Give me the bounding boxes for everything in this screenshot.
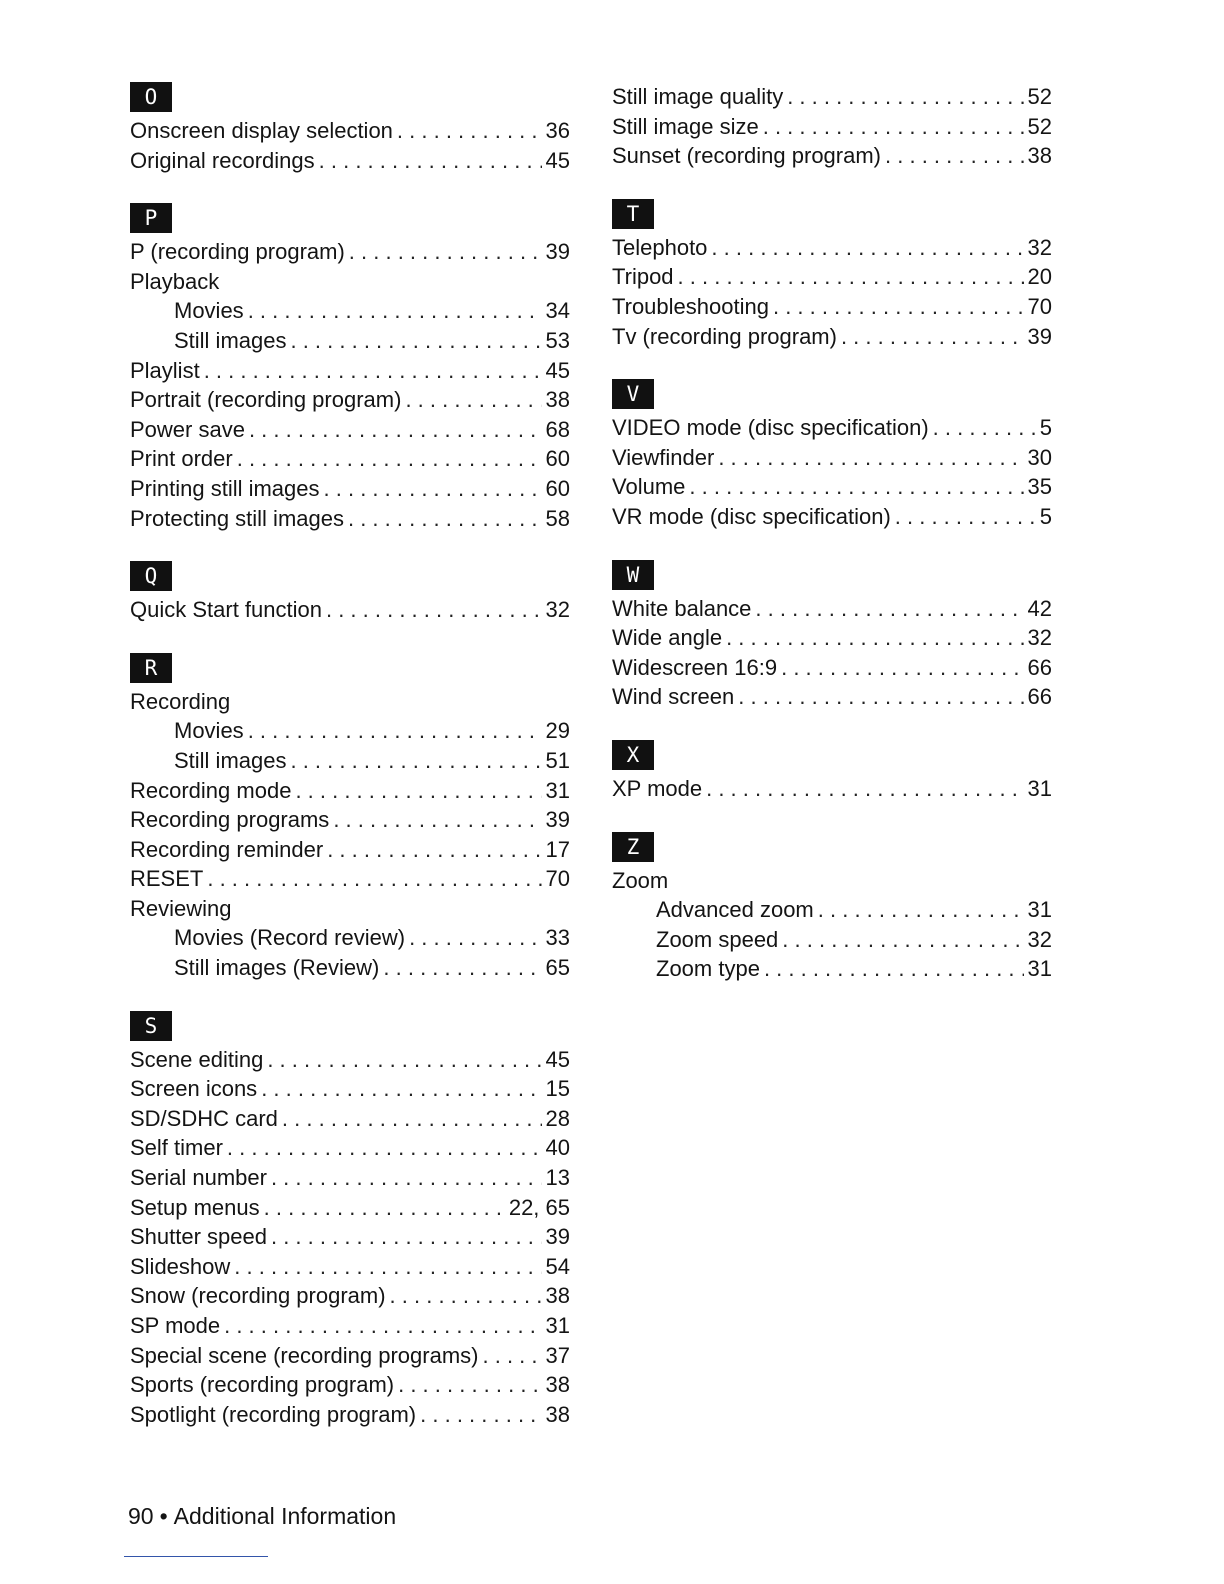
index-page-ref: 38 (545, 1401, 570, 1427)
index-entry (130, 1045, 570, 1075)
index-term: Self timer (130, 1135, 223, 1161)
index-entry (612, 594, 1052, 624)
section-letter-badge: Z (612, 832, 654, 862)
index-page-ref: 70 (1027, 293, 1052, 319)
dot-leader (763, 112, 1024, 142)
index-term: Sports (recording program) (130, 1372, 395, 1398)
index-page-ref: 60 (545, 475, 570, 501)
index-term: Still images (Review) (174, 955, 380, 981)
index-term: Slideshow (130, 1253, 231, 1279)
dot-leader (327, 835, 541, 865)
index-entry (130, 595, 570, 625)
index-term: Reviewing (130, 895, 232, 921)
index-term: Movies (174, 298, 244, 324)
dot-leader (271, 1222, 542, 1252)
index-column-left (130, 82, 570, 1457)
dot-leader (483, 1341, 542, 1371)
index-page-ref: 42 (1027, 595, 1052, 621)
index-term: Recording reminder (130, 836, 324, 862)
index-term: Playback (130, 268, 220, 294)
dot-leader (390, 1281, 542, 1311)
dot-leader (420, 1400, 541, 1430)
index-term: Wide angle (612, 625, 723, 651)
index-page-ref: 28 (545, 1105, 570, 1131)
index-section (130, 82, 570, 175)
index-page-ref: 5 (1039, 415, 1052, 441)
index-section (612, 82, 1052, 171)
dot-leader (726, 623, 1023, 653)
index-term: Portrait (recording program) (130, 387, 402, 413)
index-term: Recording (130, 688, 231, 714)
index-section (612, 832, 1052, 984)
index-term: XP mode (612, 775, 703, 801)
dot-leader (333, 805, 541, 835)
index-entry (612, 322, 1052, 352)
dot-leader (895, 502, 1036, 532)
index-entry (130, 716, 570, 746)
index-section (612, 740, 1052, 804)
dot-leader (237, 444, 542, 474)
page-footer (128, 1503, 396, 1530)
index-page-ref: 38 (1027, 143, 1052, 169)
index-entry (612, 682, 1052, 712)
index-entry (612, 774, 1052, 804)
index-entry (130, 864, 570, 894)
index-term: Recording programs (130, 807, 330, 833)
index-entry (612, 443, 1052, 473)
dot-leader (349, 237, 542, 267)
index-page-ref: 34 (545, 298, 570, 324)
index-page-ref: 40 (545, 1135, 570, 1161)
dot-leader (718, 443, 1023, 473)
section-letter-badge: Q (130, 561, 172, 591)
index-page-ref: 32 (1027, 234, 1052, 260)
index-term: Printing still images (130, 475, 320, 501)
footer-section-title: Additional Information (173, 1503, 397, 1529)
index-page-ref: 37 (545, 1342, 570, 1368)
footer-rule (124, 1556, 268, 1557)
index-entry (130, 1133, 570, 1163)
index-entry (612, 866, 1052, 896)
index-term: VR mode (disc specification) (612, 503, 891, 529)
index-term: Volume (612, 474, 686, 500)
index-entry (612, 653, 1052, 683)
index-term: Snow (recording program) (130, 1283, 386, 1309)
index-term: Widescreen 16:9 (612, 654, 778, 680)
dot-leader (781, 653, 1023, 683)
dot-leader (348, 504, 542, 534)
index-term: Telephoto (612, 234, 708, 260)
dot-leader (706, 774, 1023, 804)
index-entry (130, 237, 570, 267)
dot-leader (787, 82, 1023, 112)
index-entry (130, 953, 570, 983)
index-term: Still images (174, 327, 287, 353)
index-entry (130, 1281, 570, 1311)
index-term: Wind screen (612, 684, 735, 710)
index-entry (130, 1222, 570, 1252)
dot-leader (227, 1133, 542, 1163)
dot-leader (295, 776, 541, 806)
section-letter-badge: R (130, 653, 172, 683)
index-entry (612, 112, 1052, 142)
index-page-ref: 31 (1027, 897, 1052, 923)
dot-leader (207, 864, 541, 894)
dot-leader (773, 292, 1024, 322)
index-page-ref: 35 (1027, 474, 1052, 500)
index-page-ref: 68 (545, 416, 570, 442)
index-page-ref: 31 (1027, 775, 1052, 801)
index-entry (130, 894, 570, 924)
index-page-ref: 39 (545, 1224, 570, 1250)
index-term: Screen icons (130, 1076, 258, 1102)
dot-leader (755, 594, 1023, 624)
index-entry (130, 1104, 570, 1134)
section-letter-badge: X (612, 740, 654, 770)
index-entry (612, 262, 1052, 292)
index-page-ref: 45 (545, 1046, 570, 1072)
dot-leader (383, 953, 541, 983)
index-term: Tv (recording program) (612, 323, 837, 349)
index-page-ref: 38 (545, 1283, 570, 1309)
index-entry (130, 1370, 570, 1400)
index-section (130, 1011, 570, 1430)
index-page-ref: 17 (545, 836, 570, 862)
index-section (130, 653, 570, 983)
index-page-ref: 66 (1027, 684, 1052, 710)
index-page-ref: 36 (545, 118, 570, 143)
index-term: SD/SDHC card (130, 1105, 278, 1131)
index-term: Quick Start function (130, 597, 322, 623)
index-term: Movies (Record review) (174, 925, 406, 951)
index-page-ref: 32 (1027, 926, 1052, 952)
index-page-ref: 65 (545, 955, 570, 981)
index-entry (130, 444, 570, 474)
index-term: Still image quality (612, 84, 784, 109)
dot-leader (290, 746, 541, 776)
index-term: Zoom speed (656, 926, 779, 952)
dot-leader (271, 1163, 542, 1193)
dot-leader (397, 116, 542, 146)
index-term: P (recording program) (130, 239, 345, 265)
index-entry (130, 267, 570, 297)
section-letter-badge: O (130, 82, 172, 112)
dot-leader (818, 895, 1024, 925)
index-term: Movies (174, 718, 244, 744)
index-entry (130, 474, 570, 504)
index-page-ref: 58 (545, 505, 570, 531)
index-entry (130, 326, 570, 356)
index-entry (130, 1400, 570, 1430)
section-letter-badge: P (130, 203, 172, 233)
index-term: RESET (130, 866, 204, 892)
index-page-ref: 52 (1027, 84, 1052, 109)
index-page-ref: 45 (545, 147, 570, 173)
index-entry (130, 116, 570, 146)
dot-leader (249, 415, 542, 445)
dot-leader (711, 233, 1023, 263)
index-page-ref: 60 (545, 446, 570, 472)
section-letter-badge: V (612, 379, 654, 409)
index-term: Setup menus (130, 1194, 260, 1220)
index-term: Onscreen display selection (130, 118, 393, 143)
index-term: Viewfinder (612, 444, 715, 470)
index-term: Scene editing (130, 1046, 264, 1072)
index-section (130, 561, 570, 625)
dot-leader (689, 472, 1023, 502)
index-page-ref: 51 (545, 747, 570, 773)
dot-leader (234, 1252, 541, 1282)
index-term: Troubleshooting (612, 293, 769, 319)
index-page-ref: 70 (545, 866, 570, 892)
dot-leader (290, 326, 541, 356)
dot-leader (204, 356, 542, 386)
index-page-ref: 39 (1027, 323, 1052, 349)
index-entry (130, 146, 570, 176)
section-letter-badge: S (130, 1011, 172, 1041)
index-entry (612, 413, 1052, 443)
index-section (612, 560, 1052, 712)
index-term: Recording mode (130, 777, 292, 803)
page-number: 90 (128, 1503, 154, 1529)
index-entry (130, 415, 570, 445)
index-entry (130, 1311, 570, 1341)
index-term: Original recordings (130, 147, 315, 173)
index-term: Serial number (130, 1165, 267, 1191)
index-entry (612, 82, 1052, 112)
index-entry (130, 1252, 570, 1282)
dot-leader (264, 1193, 505, 1223)
index-entry (612, 472, 1052, 502)
index-page-ref: 52 (1027, 113, 1052, 139)
index-entry (130, 504, 570, 534)
index-entry (130, 805, 570, 835)
dot-leader (933, 413, 1036, 443)
index-page-ref: 13 (545, 1165, 570, 1191)
dot-leader (267, 1045, 541, 1075)
index-entry (130, 385, 570, 415)
index-term: SP mode (130, 1313, 221, 1338)
index-page-ref: 15 (545, 1076, 570, 1102)
index-term: Protecting still images (130, 505, 344, 531)
index-entry (130, 1193, 570, 1223)
index-term: Playlist (130, 357, 200, 383)
index-page-ref: 53 (545, 327, 570, 353)
index-page-ref: 39 (545, 807, 570, 833)
index-entry (130, 1163, 570, 1193)
index-term: Still image size (612, 113, 759, 139)
dot-leader (398, 1370, 541, 1400)
index-term: Spotlight (recording program) (130, 1401, 417, 1427)
index-entry (130, 835, 570, 865)
index-page-ref: 22, 65 (508, 1194, 570, 1220)
index-entry (612, 954, 1052, 984)
dot-leader (261, 1074, 541, 1104)
index-term: Shutter speed (130, 1224, 267, 1250)
index-page-ref: 5 (1039, 503, 1052, 529)
index-term: Print order (130, 446, 233, 472)
index-page-ref: 38 (545, 1372, 570, 1398)
index-page-ref: 54 (545, 1253, 570, 1279)
index-entry (612, 292, 1052, 322)
dot-leader (885, 141, 1024, 171)
index-entry (130, 1074, 570, 1104)
dot-leader (224, 1311, 541, 1341)
index-term: Tripod (612, 264, 674, 290)
dot-leader (282, 1104, 542, 1134)
index-entry (130, 356, 570, 386)
index-entry (612, 925, 1052, 955)
index-page-ref: 31 (1027, 956, 1052, 982)
index-page-ref: 20 (1027, 264, 1052, 290)
index-term: Zoom (612, 867, 669, 893)
dot-leader (248, 716, 542, 746)
index-entry (130, 687, 570, 717)
index-page-ref: 33 (545, 925, 570, 951)
index-entry (130, 923, 570, 953)
index-page-ref: 31 (545, 777, 570, 803)
section-letter-badge: W (612, 560, 654, 590)
index-entry (612, 623, 1052, 653)
index-entry (612, 895, 1052, 925)
index-page-ref: 66 (1027, 654, 1052, 680)
dot-leader (841, 322, 1024, 352)
dot-leader (764, 954, 1024, 984)
dot-leader (324, 474, 542, 504)
dot-leader (319, 146, 542, 176)
footer-bullet: • (159, 1503, 168, 1529)
index-entry (612, 502, 1052, 532)
index-section (612, 379, 1052, 531)
index-page-ref: 30 (1027, 444, 1052, 470)
dot-leader (782, 925, 1023, 955)
index-section (130, 203, 570, 533)
index-term: Sunset (recording program) (612, 143, 882, 169)
index-column-right (612, 82, 1052, 1012)
index-entry (130, 746, 570, 776)
index-page-ref: 38 (545, 387, 570, 413)
index-term: Still images (174, 747, 287, 773)
index-page-ref: 32 (545, 597, 570, 623)
index-page-ref: 29 (545, 718, 570, 744)
index-entry (612, 141, 1052, 171)
section-letter-badge: T (612, 199, 654, 229)
index-entry (130, 776, 570, 806)
dot-leader (248, 296, 542, 326)
index-term: VIDEO mode (disc specification) (612, 415, 929, 441)
index-term: Special scene (recording programs) (130, 1342, 479, 1368)
dot-leader (409, 923, 541, 953)
index-entry (130, 1341, 570, 1371)
dot-leader (405, 385, 541, 415)
index-term: White balance (612, 595, 752, 621)
dot-leader (678, 262, 1024, 292)
index-section (612, 199, 1052, 351)
index-page-ref: 45 (545, 357, 570, 383)
index-entry (130, 296, 570, 326)
index-term: Power save (130, 416, 245, 442)
index-page-ref: 39 (545, 239, 570, 265)
dot-leader (326, 595, 542, 625)
index-term: Advanced zoom (656, 897, 814, 923)
index-entry (612, 233, 1052, 263)
index-term: Zoom type (656, 956, 760, 982)
index-page-ref: 31 (545, 1313, 570, 1338)
dot-leader (738, 682, 1023, 712)
index-page-ref: 32 (1027, 625, 1052, 651)
